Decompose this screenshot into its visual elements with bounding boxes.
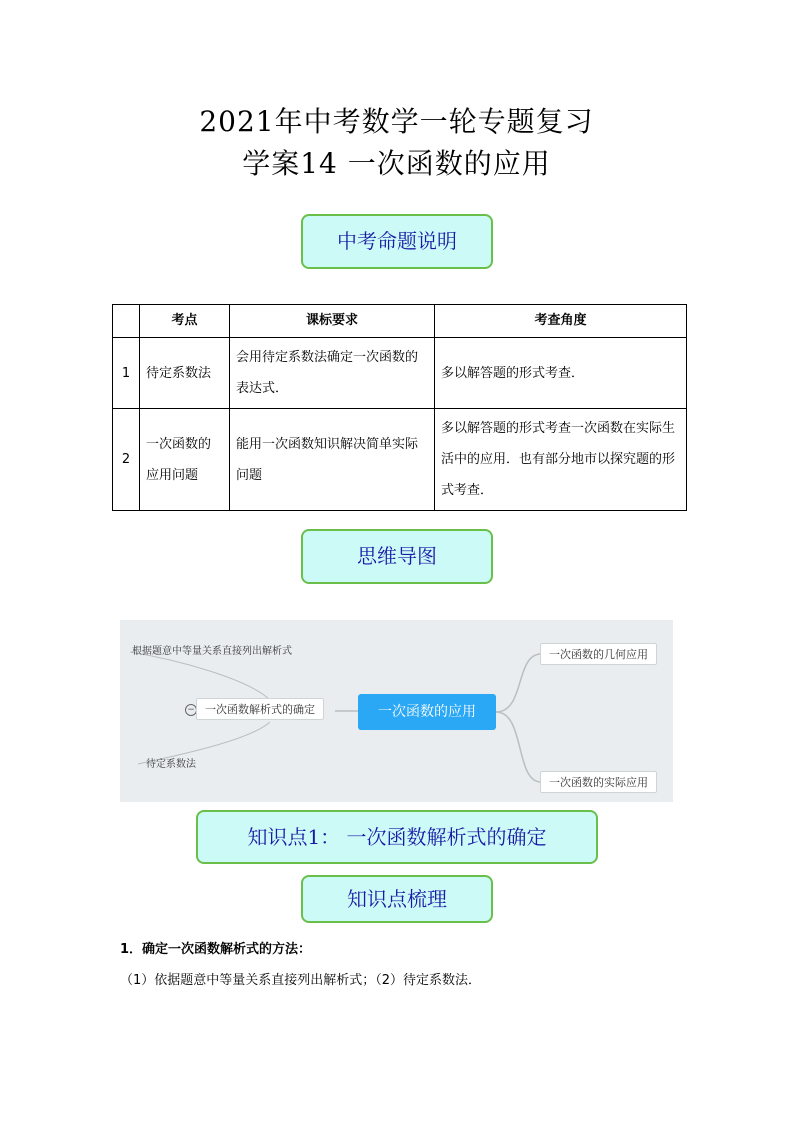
mind-node-geometry[interactable]: 一次函数的几何应用 xyxy=(540,643,657,665)
table-header-num xyxy=(113,305,140,338)
collapse-icon[interactable]: − xyxy=(185,704,197,716)
row-angle: 多以解答题的形式考查． xyxy=(435,338,687,409)
table-header-point: 考点 xyxy=(140,305,230,338)
section-exam-desc: 中考命题说明 xyxy=(301,214,493,269)
row-angle: 多以解答题的形式考查一次函数在实际生活中的应用．也有部分地市以探究题的形式考查． xyxy=(435,409,687,511)
row-req: 会用待定系数法确定一次函数的表达式． xyxy=(230,338,435,409)
exam-points-table xyxy=(112,304,687,511)
mind-map xyxy=(120,620,673,802)
row-num: 1 xyxy=(113,338,140,409)
section-knowledge-point: 知识点1： 一次函数解析式的确定 xyxy=(196,810,598,864)
page-title-line1: 2021年中考数学一轮专题复习 xyxy=(199,105,594,138)
table-header-angle: 考查角度 xyxy=(435,305,687,338)
table-header-req: 课标要求 xyxy=(230,305,435,338)
table-row xyxy=(113,409,687,511)
row-num: 2 xyxy=(113,409,140,511)
page-title-line2: 学案14 一次函数的应用 xyxy=(242,147,551,180)
table-header-row xyxy=(113,305,687,338)
mind-leaf-undetermined: 待定系数法 xyxy=(146,759,196,770)
mind-center-node[interactable]: 一次函数的应用 xyxy=(358,694,496,730)
table-row xyxy=(113,338,687,409)
section-mind-map: 思维导图 xyxy=(301,529,493,584)
content-heading: 1．确定一次函数解析式的方法： xyxy=(120,942,312,957)
row-point: 待定系数法 xyxy=(140,338,230,409)
mind-leaf-direct: 根据题意中等量关系直接列出解析式 xyxy=(132,646,292,657)
mind-node-analytic[interactable]: 一次函数解析式的确定 xyxy=(196,698,324,720)
section-review: 知识点梳理 xyxy=(301,875,493,923)
content-line: （1）依据题意中等量关系直接列出解析式；（2）待定系数法． xyxy=(120,973,482,988)
row-req: 能用一次函数知识解决简单实际问题 xyxy=(230,409,435,511)
mind-node-practical[interactable]: 一次函数的实际应用 xyxy=(540,771,657,793)
row-point: 一次函数的应用问题 xyxy=(140,409,230,511)
